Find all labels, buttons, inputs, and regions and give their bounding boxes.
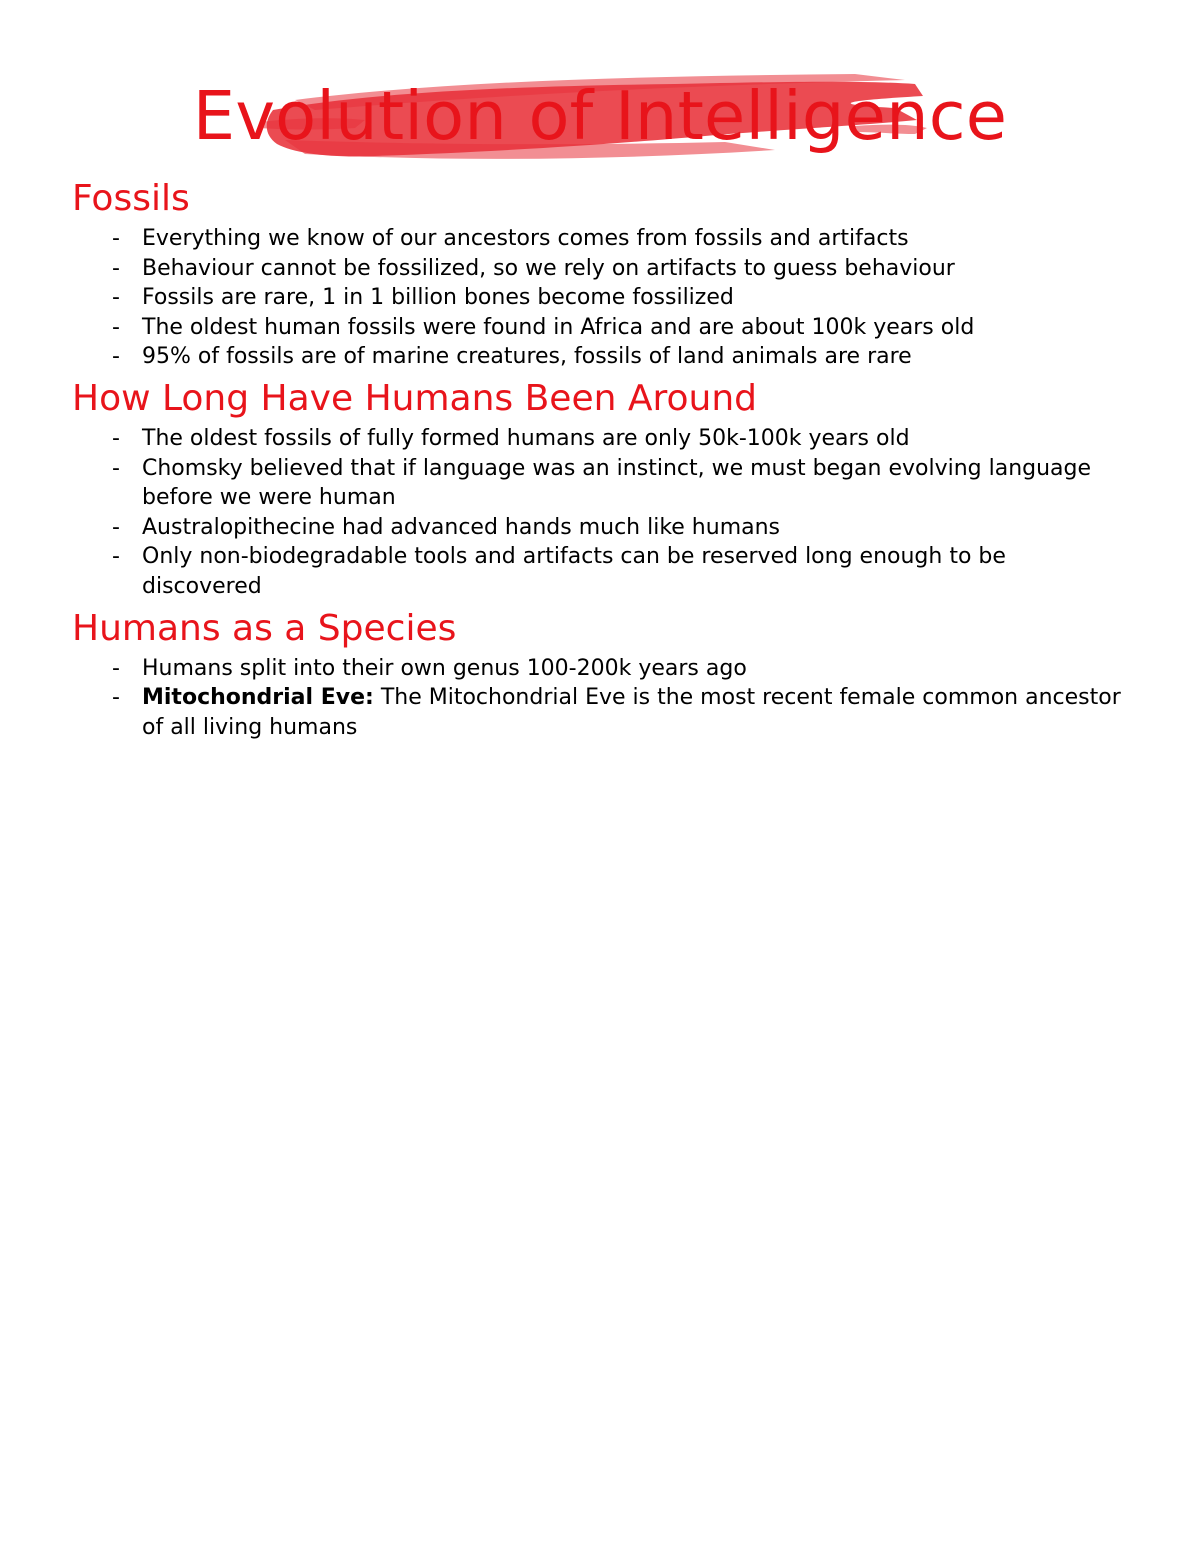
list-item <box>72 454 1132 513</box>
list-item <box>72 542 1132 601</box>
bullet-dash: - <box>112 425 120 451</box>
list-item <box>72 424 1132 454</box>
document-body <box>72 174 1132 744</box>
title-banner <box>0 62 1200 172</box>
bullet-dash: - <box>112 314 120 340</box>
list-item <box>72 513 1132 543</box>
bullet-list <box>72 654 1132 743</box>
bullet-dash: - <box>112 544 120 570</box>
list-item-text: The oldest fossils of fully formed humans are only 50k-100k years old <box>142 425 910 451</box>
list-item-text: Everything we know of our ancestors comes from fossils and artifacts <box>142 226 909 251</box>
list-item-text: 95% of fossils are of marine creatures, fossils of land animals are rare <box>142 344 912 370</box>
list-item <box>72 254 1132 284</box>
bullet-list <box>72 224 1132 372</box>
section-heading: Humans as a Species <box>72 607 457 649</box>
section-heading: How Long Have Humans Been Around <box>72 377 758 419</box>
bullet-dash: - <box>112 255 120 281</box>
list-item <box>72 654 1132 684</box>
bullet-dash: - <box>112 285 120 311</box>
list-item-text: Behaviour cannot be fossilized, so we rely on artifacts to guess behaviour <box>142 255 955 281</box>
bullet-dash: - <box>112 685 120 711</box>
bullet-list <box>72 424 1132 602</box>
list-item-text: Fossils are rare, 1 in 1 billion bones become fossilized <box>142 285 734 311</box>
list-item <box>72 313 1132 343</box>
term-label: Mitochondrial Eve: <box>142 685 374 711</box>
list-item <box>72 683 1132 742</box>
list-item <box>72 224 1132 254</box>
list-item-text: Australopithecine had advanced hands much like humans <box>142 514 781 540</box>
bullet-dash: - <box>112 655 120 681</box>
list-item <box>72 283 1132 313</box>
bullet-dash: - <box>112 226 120 251</box>
list-item-text: Chomsky believed that if language was an instinct, we must began evolving language before we were human <box>142 455 1092 511</box>
bullet-dash: - <box>112 344 120 370</box>
list-item <box>72 342 1132 372</box>
list-item-text: Only non-biodegradable tools and artifacts can be reserved long enough to be discovered <box>142 544 1006 599</box>
bullet-dash: - <box>112 455 120 481</box>
document-title: Evolution of Intelligence <box>192 77 1008 155</box>
section-heading: Fossils <box>72 178 190 219</box>
list-item-text: The Mitochondrial Eve is the most recent female common ancestor of all living humans <box>142 685 1121 740</box>
list-item-text: Humans split into their own genus 100-200k years ago <box>142 655 747 681</box>
list-item-text: The oldest human fossils were found in Africa and are about 100k years old <box>142 314 975 340</box>
bullet-dash: - <box>112 514 120 540</box>
